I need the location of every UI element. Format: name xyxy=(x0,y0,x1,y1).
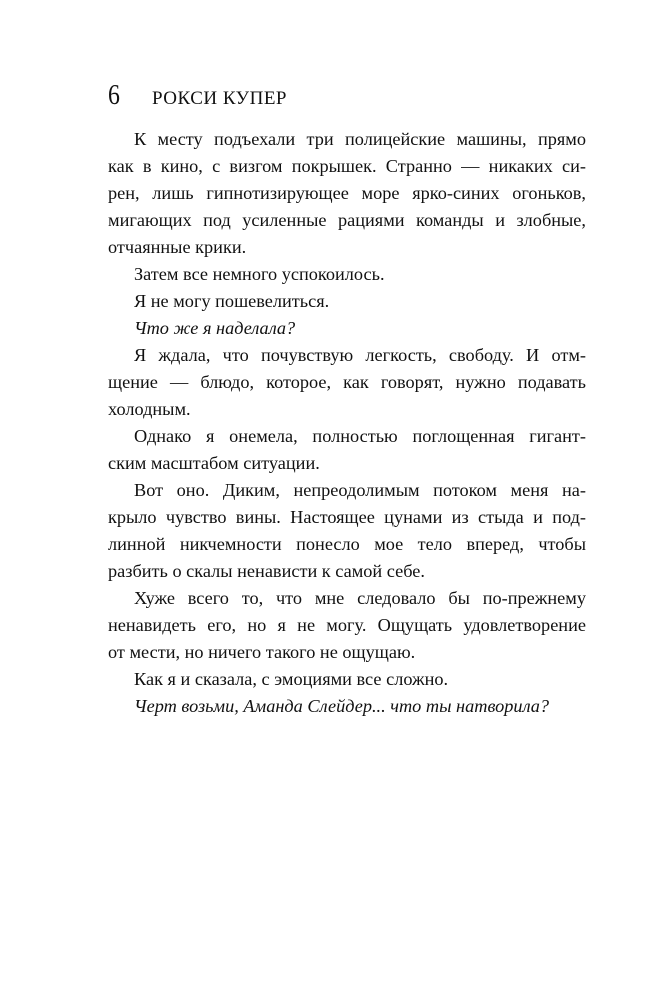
text-line: щение — блюдо, которое, как говорят, нужно подавать xyxy=(108,372,586,392)
text-line: Вот оно. Диким, непреодолимым потоком меня на- xyxy=(134,480,586,500)
italic-line: Черт возьми, Аманда Слейдер... что ты натворила? xyxy=(134,696,550,716)
text-line: Хуже всего то, что мне следовало бы по-прежнему xyxy=(134,588,586,608)
text-line: Я не могу пошевелиться. xyxy=(134,291,330,311)
text-line: линной никчемности понесло мое тело вперед, чтобы xyxy=(108,534,586,554)
text-line: крыло чувство вины. Настоящее цунами из стыда и под- xyxy=(108,507,586,527)
text-line: отчаянные крики. xyxy=(108,237,247,257)
text-line: ненавидеть его, но я не могу. Ощущать удовлетворение xyxy=(108,615,586,635)
text-line: мигающих под усиленные рациями команды и злобные, xyxy=(108,210,586,230)
body-text xyxy=(108,126,586,720)
text-line: Затем все немного успокоилось. xyxy=(134,264,385,284)
text-line: ским масштабом ситуации. xyxy=(108,453,320,473)
running-head xyxy=(108,80,588,112)
italic-line: Что же я наделала? xyxy=(134,318,296,338)
text-line: Как я и сказала, с эмоциями все сложно. xyxy=(134,669,449,689)
author-name: РОКСИ КУПЕР xyxy=(152,88,288,109)
page-number: 6 xyxy=(108,80,120,111)
text-line: К месту подъехали три полицейские машины, прямо xyxy=(134,129,586,149)
text-line: как в кино, с визгом покрышек. Странно — никаких си- xyxy=(108,156,586,176)
text-line: Я ждала, что почувствую легкость, свободу. И отм- xyxy=(134,345,586,365)
text-line: разбить о скалы ненависти к самой себе. xyxy=(108,561,425,581)
text-line: Однако я онемела, полностью поглощенная гигант- xyxy=(134,426,586,446)
text-line: холодным. xyxy=(108,399,191,419)
text-line: от мести, но ничего такого не ощущаю. xyxy=(108,642,416,662)
text-line: рен, лишь гипнотизирующее море ярко-синих огоньков, xyxy=(108,183,586,203)
